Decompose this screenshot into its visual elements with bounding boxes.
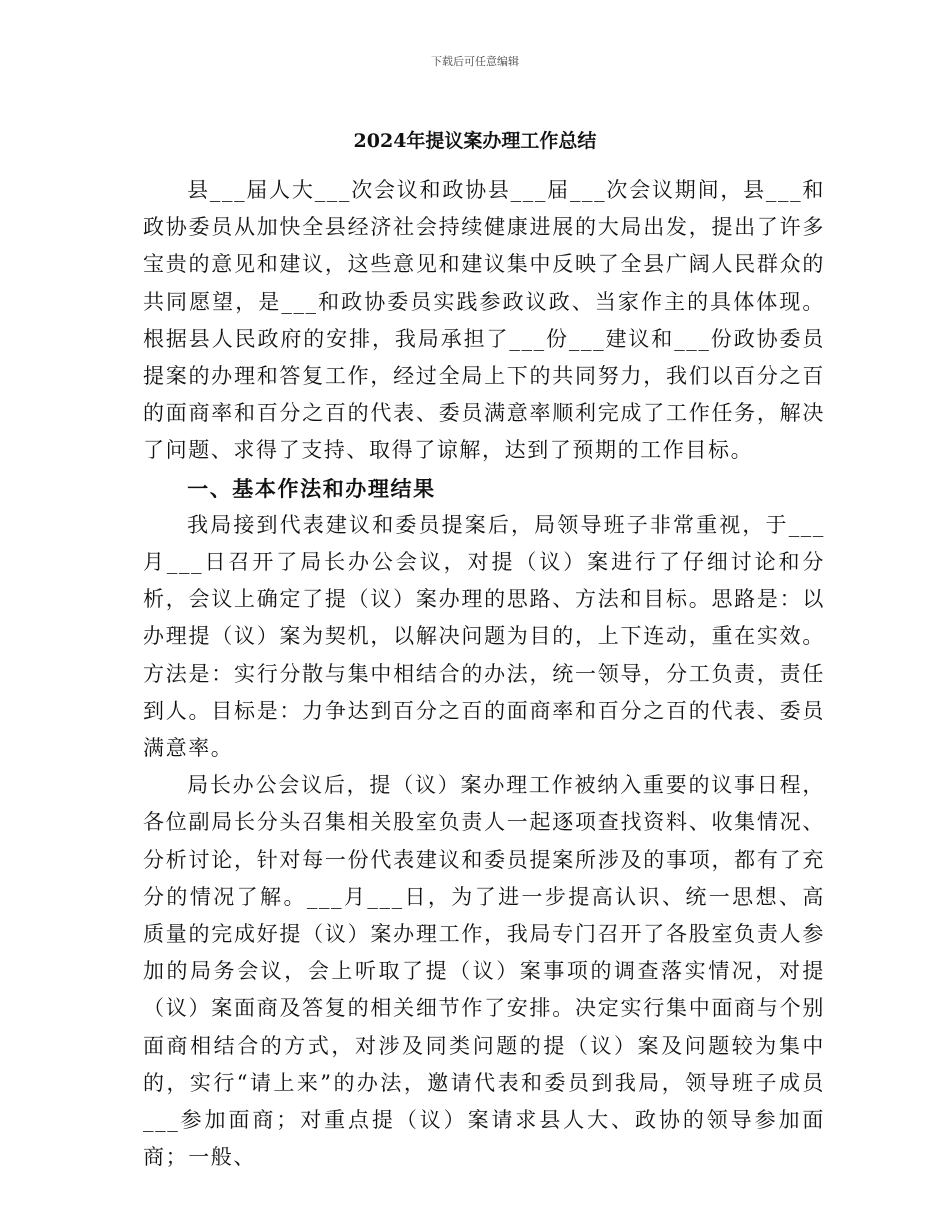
paragraph: 我局接到代表建议和委员提案后，局领导班子非常重视，于___月___日召开了局长办公会议，对提（议）案进行了仔细讨论和分析，会议上确定了提（议）案办理的思路、方法和目标。思路是：以办理提（议）案为契机，以解决问题为目的，上下连动，重在实效。方法是：实行分散与集中相结合的办法，统一领导，分工负责，责任到人。目标是：力争达到百分之百的面商率和百分之百的代表、委员满意率。 — [143, 512, 825, 761]
paragraph: 县___届人大___次会议和政协县___届___次会议期间，县___和政协委员从加快全县经济社会持续健康进展的大局出发，提出了许多宝贵的意见和建议，这些意见和建议集中反映了全县广阔人民群众的共同愿望，是___和政协委员实践参政议政、当家作主的具体体现。根据县人民政府的安排，我局承担了___份___建议和___份政协委员提案的办理和答复工作，经过全局上下的共同努力，我们以百分之百的面商率和百分之百的代表、委员满意率顺利完成了工作任务，解决了问题、求得了支持、取得了谅解，达到了预期的工作目标。 — [143, 178, 825, 463]
paragraph: 局长办公会议后，提（议）案办理工作被纳入重要的议事日程，各位副局长分头召集相关股室负责人一起逐项查找资料、收集情况、分析讨论，针对每一份代表建议和委员提案所涉及的事项，都有了充分的情况了解。___月___日，为了进一步提高认识、统一思想、高质量的完成好提（议）案办理工作，我局专门召开了各股室负责人参加的局务会议，会上听取了提（议）案事项的调查落实情况，对提（议）案面商及答复的相关细节作了安排。决定实行集中面商与个别面商相结合的方式，对涉及同类问题的提（议）案及问题较为集中的，实行“请上来”的办法，邀请代表和委员到我局，领导班子成员___参加面商；对重点提（议）案请求县人大、政协的领导参加面商；一般、 — [143, 773, 825, 1170]
header-note: 下载后可任意编辑 — [431, 55, 519, 68]
document-body — [143, 172, 825, 1176]
document-title: 2024年提议案办理工作总结 — [353, 130, 597, 152]
section-heading: 一、基本作法和办理结果 — [187, 475, 436, 501]
